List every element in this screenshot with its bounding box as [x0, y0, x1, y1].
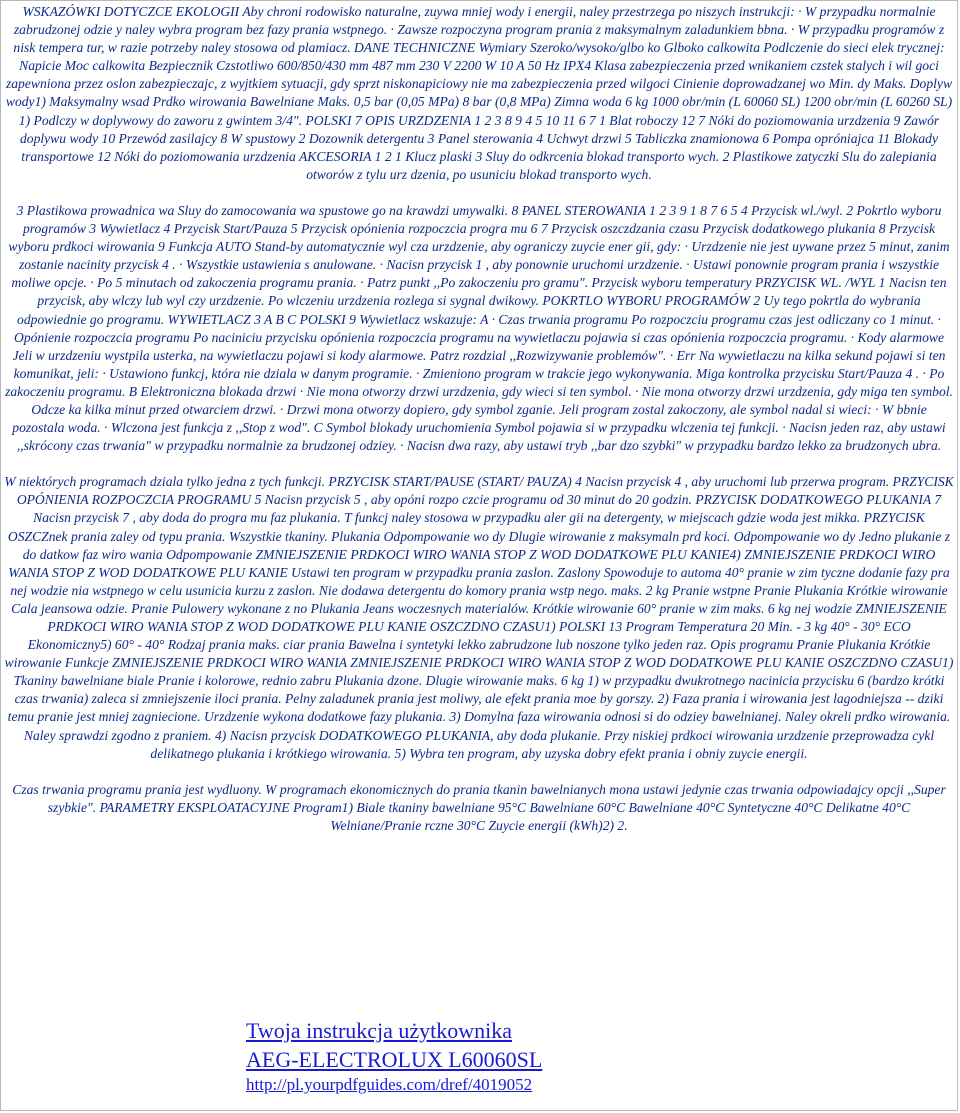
paragraph-control-panel: 3 Plastikowa prowadnica wa Sluy do zamocowania wa spustowe go na krawdzi umywalki. 8 PANEL STEROWANIA 1 2 3 9 1 8 7 6 5 4 Przycisk wl./wyl. 2 Pokrtlo wyboru programów 3 Wywietlacz 4 Przycisk Start/Pauza 5 Przycisk opónienia rozpoczcia progra mu 6 7 Przycisk oszczdzania czasu Przycisk dodatkowego plukania 8 Przycisk wyboru prdkoci wirowania 9 Funkcja AUTO Stand-by automatycznie wyl cza urzdzenie, aby ograniczy zuycie ener gii, gdy: · Urzdzenie nie jest uywane przez 5 minut, zanim zostanie nacinity przycisk 4 . · Wszystkie ustawienia s anulowane. · Nacisn przycisk 1 , aby ponownie uruchomi urzdzenie. · Ustawi ponownie program prania i wszystkie moliwe opcje. · Po 5 minutach od zakoczenia programu prania. · Patrz punkt ,,Po zakoczeniu pro gramu". Przycisk wyboru temperatury PRZYCISK WL. /WYL 1 Nacisn ten przycisk, aby wlczy lub wyl czy urzdzenie. Po wlczeniu urzdzenia rozlega si sygnal dwikowy. POKRTLO WYBORU PROGRAMÓW 2 Uy tego pokrtla do wybrania odpowiednie go programu. WYWIETLACZ 3 A B C POLSKI 9 Wywietlacz wskazuje: A · Czas trwania programu Po rozpoczciu programu czas jest odliczany co 1 minut. · Opónienie rozpoczcia programu Po naciniciu przycisku opónienia rozpoczcia programu na wywietlaczu pojawia si czas opónienia rozpoczcia programu. · Kody alarmowe Jeli w urzdzeniu wystpila usterka, na wywietlaczu pojawi si kody alarmowe. Patrz rozdzial ,,Rozwizywanie problemów". · Err Na wywietlaczu na kilka sekund pojawi si ten komunikat, jeli: · Ustawiono funkcj, która nie dziala w danym programie. · Zmieniono program w trakcie jego wykonywania. Miga kontrolka przycisku Start/Pauza 4 . · Po zakoczeniu programu. B Elektroniczna blokada drzwi · Nie mona otworzy drzwi urzdzenia, gdy wieci si ten symbol. · Nie mona otworzy drzwi urzdzenia, gdy miga ten symbol. Odcze ka kilka minut przed otwarciem drzwi. · Drzwi mona otworzy dopiero, gdy symbol zganie. Jeli program zostal zakoczony, ale symbol nadal si wieci: · W bbnie pozostala woda. · Wlczona jest funkcja z ,,Stop z wod". C Symbol blokady uruchomienia Symbol pojawia si w przypadku wlczenia tej funkcji. · Nacisn jeden raz, aby ustawi ,,skrócony czas trwania" w przypadku normalnie za brudzonej odziey. · Nacisn dwa razy, aby ustawi tryb ,,bar dzo szybki" w przypadku bardzo lekko za brudzonych ubra. [5, 202, 953, 454]
paragraph-parameters: Czas trwania programu prania jest wydluony. W programach ekonomicznych do prania tkanin bawelnianych mona ustawi jedynie czas trwania odpowiadajcy opcji ,,Super szybkie". PARAMETRY EKSPLOATACYJNE Program1) Biale tkaniny bawelniane 95°C Bawelniane 60°C Bawelniane 40°C Syntetyczne 40°C Delikatne 40°C Welniane/Pranie rczne 30°C Zuycie energii (kWh)2) 2. [12, 781, 946, 833]
paragraph-programs: W niektórych programach dziala tylko jedna z tych funkcji. PRZYCISK START/PAUSE (START/ PAUZA) 4 Nacisn przycisk 4 , aby uruchomi lub przerwa program. PRZYCISK OPÓNIENIA ROZPOCZCIA PROGRAMU 5 Nacisn przycisk 5 , aby opóni rozpo czcie programu od 30 minut do 20 godzin. PRZYCISK DODATKOWEGO PLUKANIA 7 Nacisn przycisk 7 , aby doda do progra mu faz plukania. T funkcj naley stosowa w przypadku aler gii na detergenty, w miejscach gdzie woda jest mikka. PRZYCISK OSZCZnek prania zaley od typu prania. Wszystkie tkaniny. Plukania Odpompowanie wo dy Dlugie wirowanie z maksymaln prd koci. Odpompowanie wo dy Jedno plukanie z do datkow faz wiro wania Odpompowanie ZMNIEJSZENIE PRDKOCI WIRO WANIA STOP Z WOD DODATKOWE PLU KANIE4) ZMNIEJSZENIE PRDKOCI WIRO WANIA STOP Z WOD DODATKOWE PLU KANIE Ustawi ten program w przypadku prania zaslon. Zaslony Spowoduje to automa 40° pranie w zim tyczne dodanie fazy pra nej wodzie nia wstpnego w celu usunicia kurzu z zaslon. Nie dodawa detergentu do komory prania wstp nego. maks. 2 kg Pranie wstpne Pranie Plukania Krótkie wirowanie Cala jeansowa odzie. Pranie Pulowery wykonane z no Plukania Jeans woczesnych materialów. Krótkie wirowanie 60° pranie w zim maks. 6 kg nej wodzie ZMNIEJSZENIE PRDKOCI WIRO WANIA STOP Z WOD DODATKOWE PLU KANIE OSZCZDNO CZASU1) POLSKI 13 Program Temperatura 20 Min. - 3 kg 40° - 30° ECO Ekonomiczny5) 60° - 40° Rodzaj prania maks. ciar prania Bawelna i syntetyki lekko zabrudzone lub noszone tylko jeden raz. Opis programu Pranie Plukania Krótkie wirowanie Funkcje ZMNIEJSZENIE PRDKOCI WIRO WANIA ZMNIEJSZENIE PRDKOCI WIRO WANIA STOP Z WOD DODATKOWE PLU KANIE OSZCZDNO CZASU1) Tkaniny bawelniane biale Pranie i kolorowe, rednio zabru Plukania dzone. Dlugie wirowanie maks. 6 kg 1) w przypadku dwukrotnego nacinicia przycisku 6 (bardzo krótki czas trwania) zaleca si zmniejszenie iloci prania. Pelny zaladunek prania jest moliwy, ale efekt prania moe by gorszy. 2) Faza prania i wirowania jest lagodniejsza -- dziki temu pranie jest mniej zagniecione. Urzdzenie wykona dodatkowe fazy plukania. 3) Domylna faza wirowania odnosi si do odziey bawelnianej. Naley okreli prdko wirowania. Naley sprawdzi zgodno z praniem. 4) Nacisn przycisk DODATKOWEGO PLUKANIA, aby doda plukanie. Przy niskiej prdkoci wirowania urzdzenie przeprowadza cykl delikatnego plukania i krótkiego wirowania. 5) Wybra ten program, aby uzyska dobry efekt prania i obniy zuycie energii. [4, 474, 954, 761]
model-name-link[interactable]: AEG-ELECTROLUX L60060SL [246, 1047, 543, 1072]
source-url-link[interactable]: http://pl.yourpdfguides.com/dref/4019052 [246, 1075, 533, 1094]
manual-title-link[interactable]: Twoja instrukcja użytkownika [246, 1018, 513, 1043]
paragraph-ecology-technical: WSKAZÓWKI DOTYCZCE EKOLOGII Aby chroni rodowisko naturalne, zuywa mniej wody i energii, naley przestrzega po niszych instrukcji: · W przypadku normalnie zabrudzonej odzie y naley wybra program bez fazy prania wstpnego. · Zawsze rozpoczyna program prania z maksymalnym zaladunkiem bbna. · W przypadku programów z nisk tempera tur, w razie potrzeby naley stosowa od plamiacz. DANE TECHNICZNE Wymiary Szeroko/wysoko/glbo ko Glboko calkowita Podlczenie do sieci elek trycznej: Napicie Moc calkowita Bezpiecznik Czstotliwo 600/850/430 mm 487 mm 230 V 2200 W 10 A 50 Hz IPX4 Klasa zabezpieczenia przed wnikaniem czstek stalych i wil goci zapewniona przez oslon zabezpieczajc, z wyjtkiem sytuacji, gdy sprzt niskonapiciowy nie ma zabezpieczenia przed wilgoci Cinienie doprowadzanej wo Min. dy Maks. Doplyw wody1) Maksymalny wsad Prdko wirowania Bawelniane Maks. 0,5 bar (0,05 MPa) 8 bar (0,8 MPa) Zimna woda 6 kg 1000 obr/min (L 60060 SL) 1200 obr/min (L 60260 SL) 1) Podlczy w doplywowy do zaworu z gwintem 3/4". POLSKI 7 OPIS URZDZENIA 1 2 3 8 9 4 5 10 11 6 7 1 Blat roboczy 12 7 Nóki do poziomowania urzdzenia 9 Zawór doplywu wody 10 Przewód zasilajcy 8 W spustowy 2 Dozownik detergentu 3 Panel sterowania 4 Uchwyt drzwi 5 Tabliczka znamionowa 6 Pompa opróniajca 11 Blokady transportowe 12 Nóki do poziomowania urzdzenia AKCESORIA 1 2 1 Klucz plaski 3 Sluy do odkrcenia blokad transporto wych. 2 Plastikowe zatyczki Slu do zalepiania otworów z tylu urz dzenia, po usuniciu blokad transporto wych. [5, 4, 953, 182]
footer-links [246, 1016, 542, 1096]
document-body [1, 1, 957, 835]
